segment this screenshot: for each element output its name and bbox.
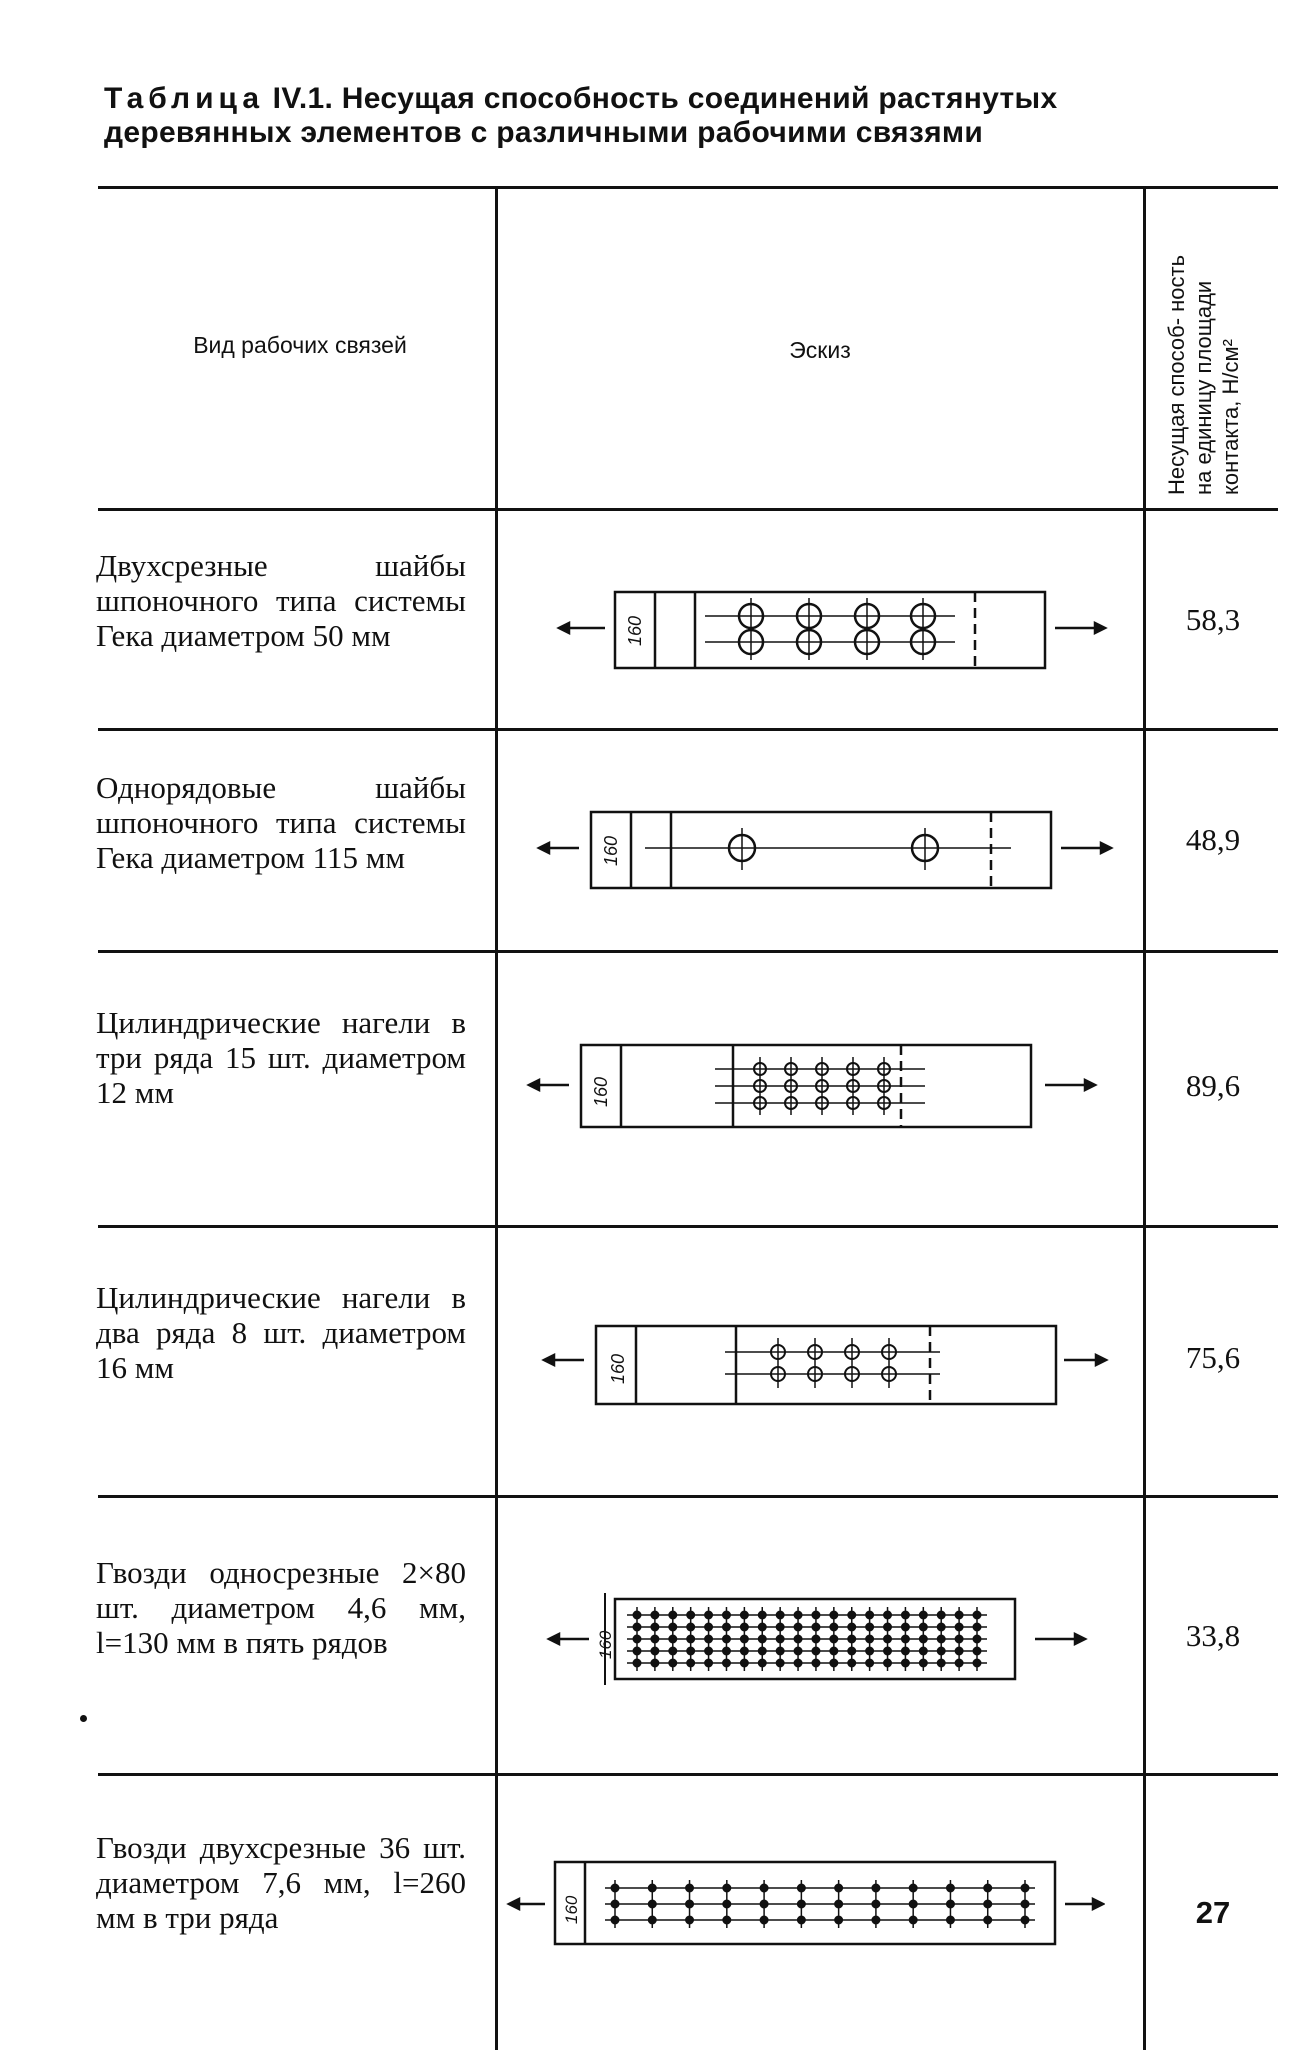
nail-mark bbox=[909, 1916, 917, 1924]
nail-mark bbox=[740, 1647, 748, 1655]
nail-mark bbox=[723, 1916, 731, 1924]
nail-mark bbox=[946, 1916, 954, 1924]
nail-mark bbox=[830, 1659, 838, 1667]
nail-mark bbox=[901, 1623, 909, 1631]
nail-mark bbox=[687, 1647, 695, 1655]
nail-mark bbox=[848, 1647, 856, 1655]
nail-mark bbox=[812, 1635, 820, 1643]
nail-mark bbox=[669, 1623, 677, 1631]
dimension-label: 160 bbox=[625, 615, 645, 646]
nail-mark bbox=[901, 1647, 909, 1655]
nail-mark bbox=[758, 1635, 766, 1643]
row-rule-3 bbox=[98, 1225, 1278, 1228]
nail-mark bbox=[919, 1611, 927, 1619]
nail-mark bbox=[848, 1611, 856, 1619]
nail-mark bbox=[669, 1635, 677, 1643]
row-3-value: 89,6 bbox=[1185, 1068, 1241, 1103]
nail-mark bbox=[848, 1635, 856, 1643]
nail-mark bbox=[648, 1916, 656, 1924]
nail-mark bbox=[884, 1623, 892, 1631]
nail-mark bbox=[705, 1635, 713, 1643]
stray-mark bbox=[80, 1715, 87, 1722]
row-4-description: Цилиндрические нагели в два ряда 8 шт. диаметром 16 мм bbox=[96, 1280, 466, 1385]
nail-mark bbox=[722, 1623, 730, 1631]
nail-mark bbox=[760, 1916, 768, 1924]
header-capacity: Несущая способ- ность на единицу площади контакта, Н/см² bbox=[1164, 254, 1243, 495]
nail-mark bbox=[955, 1611, 963, 1619]
nail-mark bbox=[794, 1647, 802, 1655]
row-5-value: 33,8 bbox=[1185, 1618, 1241, 1653]
nail-mark bbox=[794, 1635, 802, 1643]
nail-mark bbox=[866, 1647, 874, 1655]
nail-mark bbox=[812, 1623, 820, 1631]
nail-mark bbox=[611, 1884, 619, 1892]
nail-mark bbox=[633, 1623, 641, 1631]
nail-mark bbox=[901, 1659, 909, 1667]
nail-mark bbox=[884, 1647, 892, 1655]
nail-mark bbox=[758, 1647, 766, 1655]
header-type: Вид рабочих связей bbox=[193, 332, 407, 358]
nail-mark bbox=[872, 1900, 880, 1908]
nail-mark bbox=[776, 1623, 784, 1631]
nail-mark bbox=[909, 1900, 917, 1908]
nail-mark bbox=[973, 1635, 981, 1643]
nail-mark bbox=[812, 1647, 820, 1655]
row-1-sketch bbox=[555, 572, 1115, 682]
nail-mark bbox=[937, 1611, 945, 1619]
nail-mark bbox=[946, 1900, 954, 1908]
nail-mark bbox=[611, 1916, 619, 1924]
nail-mark bbox=[955, 1623, 963, 1631]
nail-mark bbox=[973, 1647, 981, 1655]
row-4-value: 75,6 bbox=[1185, 1340, 1241, 1375]
dimension-label: 160 bbox=[596, 1630, 615, 1659]
nail-mark bbox=[872, 1884, 880, 1892]
nail-mark bbox=[812, 1659, 820, 1667]
dimension-label: 160 bbox=[591, 1076, 611, 1107]
nail-mark bbox=[758, 1659, 766, 1667]
nail-mark bbox=[760, 1884, 768, 1892]
nail-mark bbox=[740, 1659, 748, 1667]
nail-mark bbox=[830, 1623, 838, 1631]
row-5-sketch bbox=[545, 1585, 1105, 1695]
col-rule-2 bbox=[1143, 186, 1146, 2050]
nail-mark bbox=[611, 1900, 619, 1908]
nail-mark bbox=[973, 1659, 981, 1667]
nail-mark bbox=[651, 1635, 659, 1643]
nail-mark bbox=[760, 1900, 768, 1908]
nail-mark bbox=[872, 1916, 880, 1924]
nail-mark bbox=[686, 1900, 694, 1908]
nail-mark bbox=[919, 1623, 927, 1631]
row-6-sketch bbox=[505, 1850, 1105, 1960]
title-lead: Таблица bbox=[104, 82, 265, 115]
nail-mark bbox=[830, 1647, 838, 1655]
nail-mark bbox=[866, 1611, 874, 1619]
nail-mark bbox=[984, 1900, 992, 1908]
nail-mark bbox=[740, 1623, 748, 1631]
nail-mark bbox=[955, 1647, 963, 1655]
row-1-description: Двухсрезные шайбы шпоночного типа системы Гека диаметром 50 мм bbox=[96, 548, 466, 653]
nail-mark bbox=[884, 1635, 892, 1643]
nail-mark bbox=[984, 1884, 992, 1892]
row-2-sketch bbox=[535, 792, 1115, 902]
row-5-description: Гвозди односрезные 2×80 шт. диаметром 4,6 мм, l=130 мм в пять рядов bbox=[96, 1555, 466, 1660]
nail-mark bbox=[705, 1647, 713, 1655]
row-1-value: 58,3 bbox=[1185, 602, 1241, 637]
nail-mark bbox=[758, 1623, 766, 1631]
nail-mark bbox=[776, 1659, 784, 1667]
nail-mark bbox=[648, 1900, 656, 1908]
nail-mark bbox=[722, 1659, 730, 1667]
row-rule-1 bbox=[98, 728, 1278, 731]
nail-mark bbox=[848, 1623, 856, 1631]
nail-mark bbox=[740, 1611, 748, 1619]
nail-mark bbox=[722, 1647, 730, 1655]
nail-mark bbox=[687, 1611, 695, 1619]
row-2-value: 48,9 bbox=[1185, 822, 1241, 857]
row-3-description: Цилиндрические нагели в три ряда 15 шт. диаметром 12 мм bbox=[96, 1005, 466, 1110]
nail-mark bbox=[758, 1611, 766, 1619]
dimension-label: 160 bbox=[601, 835, 621, 866]
nail-mark bbox=[669, 1611, 677, 1619]
nail-mark bbox=[686, 1884, 694, 1892]
nail-mark bbox=[633, 1611, 641, 1619]
nail-mark bbox=[884, 1659, 892, 1667]
nail-mark bbox=[955, 1635, 963, 1643]
nail-mark bbox=[687, 1635, 695, 1643]
nail-mark bbox=[686, 1916, 694, 1924]
nail-mark bbox=[651, 1623, 659, 1631]
row-6-value: 27 bbox=[1195, 1895, 1231, 1930]
nail-mark bbox=[669, 1659, 677, 1667]
nail-mark bbox=[633, 1635, 641, 1643]
nail-mark bbox=[901, 1635, 909, 1643]
row-rule-2 bbox=[98, 950, 1278, 953]
row-rule-5 bbox=[98, 1773, 1278, 1776]
title-line2: деревянных элементов с различными рабочими связями bbox=[104, 116, 984, 149]
nail-mark bbox=[687, 1659, 695, 1667]
nail-mark bbox=[984, 1916, 992, 1924]
nail-mark bbox=[651, 1611, 659, 1619]
nail-mark bbox=[937, 1659, 945, 1667]
nail-mark bbox=[919, 1635, 927, 1643]
nail-mark bbox=[794, 1623, 802, 1631]
nail-mark bbox=[866, 1659, 874, 1667]
row-2-description: Однорядовые шайбы шпоночного типа системы Гека диаметром 115 мм bbox=[96, 770, 466, 875]
dimension-label: 160 bbox=[562, 1895, 581, 1924]
row-6-description: Гвозди двухсрезные 36 шт. диаметром 7,6 мм, l=260 мм в три ряда bbox=[96, 1830, 466, 1935]
col-rule-1 bbox=[495, 186, 498, 2050]
nail-mark bbox=[919, 1647, 927, 1655]
nail-mark bbox=[740, 1635, 748, 1643]
nail-mark bbox=[723, 1900, 731, 1908]
title-rest: IV.1. Несущая способность соединений растянутых bbox=[264, 82, 1058, 115]
nail-mark bbox=[669, 1647, 677, 1655]
nail-mark bbox=[973, 1611, 981, 1619]
nail-mark bbox=[633, 1659, 641, 1667]
nail-mark bbox=[648, 1884, 656, 1892]
top-rule bbox=[98, 186, 1278, 189]
nail-mark bbox=[830, 1611, 838, 1619]
nail-mark bbox=[797, 1900, 805, 1908]
nail-mark bbox=[705, 1623, 713, 1631]
nail-mark bbox=[1021, 1900, 1029, 1908]
nail-mark bbox=[776, 1635, 784, 1643]
nail-mark bbox=[901, 1611, 909, 1619]
nail-mark bbox=[835, 1884, 843, 1892]
header-rule bbox=[98, 508, 1278, 511]
nail-mark bbox=[812, 1611, 820, 1619]
nail-mark bbox=[946, 1884, 954, 1892]
nail-mark bbox=[723, 1884, 731, 1892]
nail-mark bbox=[835, 1916, 843, 1924]
nail-mark bbox=[651, 1647, 659, 1655]
nail-mark bbox=[687, 1623, 695, 1631]
table-title bbox=[104, 82, 1204, 150]
nail-mark bbox=[722, 1611, 730, 1619]
nail-mark bbox=[705, 1611, 713, 1619]
nail-mark bbox=[633, 1647, 641, 1655]
nail-mark bbox=[937, 1623, 945, 1631]
nail-mark bbox=[1021, 1916, 1029, 1924]
nail-mark bbox=[722, 1635, 730, 1643]
nail-mark bbox=[651, 1659, 659, 1667]
nail-mark bbox=[1021, 1884, 1029, 1892]
nail-mark bbox=[884, 1611, 892, 1619]
nail-mark bbox=[797, 1884, 805, 1892]
nail-mark bbox=[835, 1900, 843, 1908]
nail-mark bbox=[909, 1884, 917, 1892]
nail-mark bbox=[919, 1659, 927, 1667]
header-sketch: Эскиз bbox=[789, 337, 851, 363]
nail-mark bbox=[955, 1659, 963, 1667]
nail-mark bbox=[830, 1635, 838, 1643]
nail-mark bbox=[866, 1635, 874, 1643]
nail-mark bbox=[937, 1647, 945, 1655]
nail-mark bbox=[794, 1659, 802, 1667]
nail-mark bbox=[866, 1623, 874, 1631]
row-3-sketch bbox=[525, 1035, 1115, 1145]
nail-mark bbox=[776, 1647, 784, 1655]
dimension-label: 160 bbox=[608, 1353, 628, 1384]
nail-mark bbox=[705, 1659, 713, 1667]
row-rule-4 bbox=[98, 1495, 1278, 1498]
nail-mark bbox=[848, 1659, 856, 1667]
nail-mark bbox=[937, 1635, 945, 1643]
nail-mark bbox=[973, 1623, 981, 1631]
nail-mark bbox=[794, 1611, 802, 1619]
nail-mark bbox=[776, 1611, 784, 1619]
row-4-sketch bbox=[540, 1310, 1110, 1420]
nail-mark bbox=[797, 1916, 805, 1924]
